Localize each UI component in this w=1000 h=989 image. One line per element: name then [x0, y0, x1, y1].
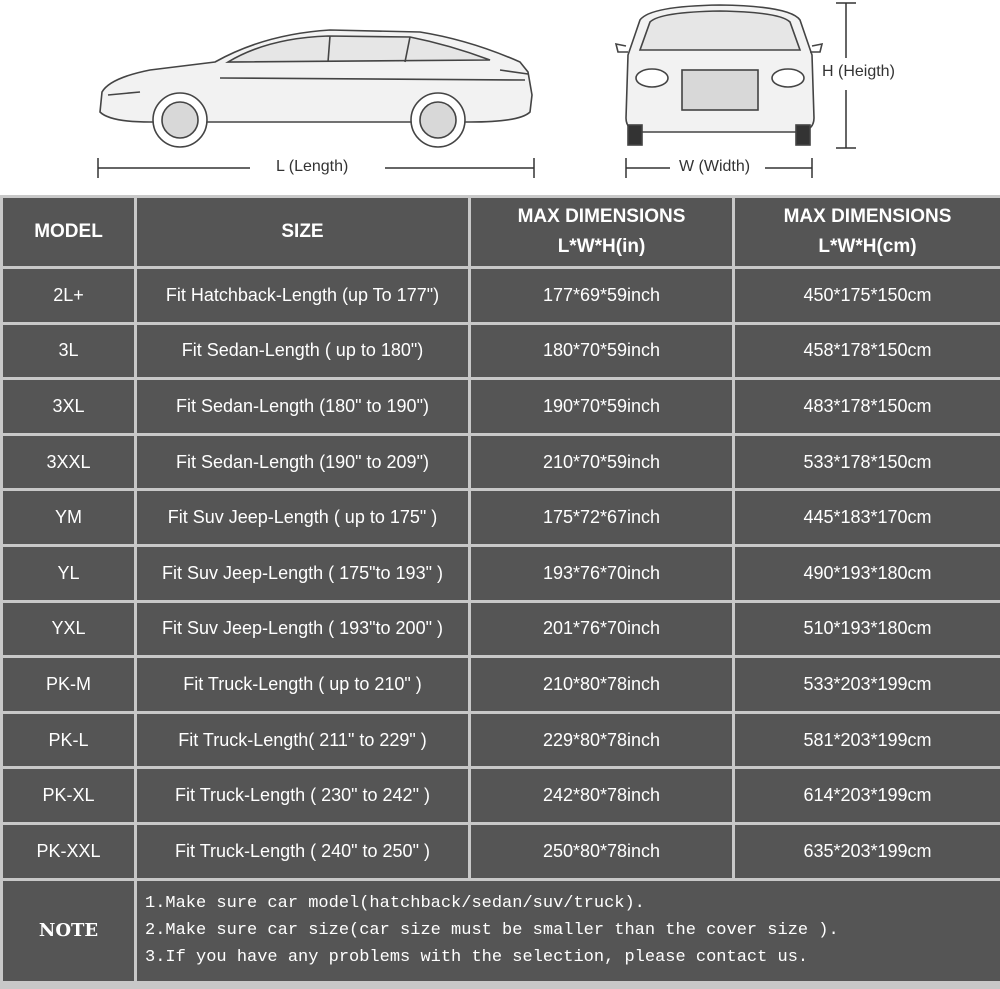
model-cell: YL [3, 547, 134, 600]
size-cell: Fit Truck-Length ( 240" to 250" ) [137, 825, 468, 878]
inch-cell: 201*76*70inch [471, 603, 732, 656]
header-max-in-line2: L*W*H(in) [557, 236, 646, 257]
model-cell: YXL [3, 603, 134, 656]
cm-cell: 635*203*199cm [735, 825, 1000, 878]
size-chart-table [0, 195, 1000, 984]
cm-cell: 483*178*150cm [735, 380, 1000, 433]
note-text [137, 881, 1000, 981]
cm-cell: 458*178*150cm [735, 325, 1000, 378]
car-illustrations [0, 0, 1000, 195]
model-cell: 3XL [3, 380, 134, 433]
header-model: MODEL [3, 198, 134, 266]
table-row [3, 825, 1000, 878]
table-row [3, 325, 1000, 378]
sedan-front-view-icon [616, 5, 822, 145]
size-cell: Fit Truck-Length ( up to 210" ) [137, 658, 468, 711]
table-row [3, 436, 1000, 489]
inch-cell: 177*69*59inch [471, 269, 732, 322]
table-row [3, 547, 1000, 600]
table-row [3, 269, 1000, 322]
cm-cell: 510*193*180cm [735, 603, 1000, 656]
size-cell: Fit Suv Jeep-Length ( up to 175" ) [137, 491, 468, 544]
cm-cell: 581*203*199cm [735, 714, 1000, 767]
cm-cell: 445*183*170cm [735, 491, 1000, 544]
height-label: H (Heigth) [818, 63, 899, 81]
cm-cell: 533*203*199cm [735, 658, 1000, 711]
header-size: SIZE [137, 198, 468, 266]
cm-cell: 614*203*199cm [735, 769, 1000, 822]
size-cell: Fit Sedan-Length ( up to 180") [137, 325, 468, 378]
length-label: L (Length) [272, 158, 352, 176]
inch-cell: 190*70*59inch [471, 380, 732, 433]
model-cell: 3XXL [3, 436, 134, 489]
size-cell: Fit Suv Jeep-Length ( 193"to 200" ) [137, 603, 468, 656]
inch-cell: 242*80*78inch [471, 769, 732, 822]
size-cell: Fit Sedan-Length (190" to 209") [137, 436, 468, 489]
inch-cell: 175*72*67inch [471, 491, 732, 544]
model-cell: PK-L [3, 714, 134, 767]
size-cell: Fit Truck-Length ( 230" to 242" ) [137, 769, 468, 822]
size-cell: Fit Hatchback-Length (up To 177") [137, 269, 468, 322]
table-row [3, 769, 1000, 822]
header-max-cm-line1: MAX DIMENSIONS [783, 206, 952, 227]
header-max-in-line1: MAX DIMENSIONS [517, 206, 686, 227]
inch-cell: 250*80*78inch [471, 825, 732, 878]
model-cell: YM [3, 491, 134, 544]
header-max-cm-line2: L*W*H(cm) [818, 236, 917, 257]
note-line-3: 3.If you have any problems with the selection, please contact us. [145, 948, 809, 968]
sedan-side-view-icon [100, 30, 532, 147]
width-label: W (Width) [675, 158, 754, 176]
inch-cell: 193*76*70inch [471, 547, 732, 600]
size-cell: Fit Sedan-Length (180" to 190") [137, 380, 468, 433]
note-label: NOTE [3, 881, 134, 981]
table-row [3, 603, 1000, 656]
inch-cell: 210*70*59inch [471, 436, 732, 489]
note-line-2: 2.Make sure car size(car size must be smaller than the cover size ). [145, 921, 839, 941]
model-cell: PK-XL [3, 769, 134, 822]
inch-cell: 180*70*59inch [471, 325, 732, 378]
header-max-cm [735, 198, 1000, 266]
note-line-1: 1.Make sure car model(hatchback/sedan/suv/truck). [145, 894, 645, 914]
header-max-in [471, 198, 732, 266]
car-dimension-diagram [0, 0, 1000, 195]
model-cell: 3L [3, 325, 134, 378]
model-cell: PK-M [3, 658, 134, 711]
size-cell: Fit Truck-Length( 211" to 229" ) [137, 714, 468, 767]
model-cell: PK-XXL [3, 825, 134, 878]
size-chart-table-container [0, 195, 1000, 989]
table-row [3, 714, 1000, 767]
table-row [3, 658, 1000, 711]
cm-cell: 450*175*150cm [735, 269, 1000, 322]
cm-cell: 533*178*150cm [735, 436, 1000, 489]
inch-cell: 229*80*78inch [471, 714, 732, 767]
inch-cell: 210*80*78inch [471, 658, 732, 711]
table-row [3, 491, 1000, 544]
size-cell: Fit Suv Jeep-Length ( 175"to 193" ) [137, 547, 468, 600]
cm-cell: 490*193*180cm [735, 547, 1000, 600]
model-cell: 2L+ [3, 269, 134, 322]
table-row [3, 380, 1000, 433]
table-header-row [3, 198, 1000, 266]
note-row [3, 881, 1000, 981]
